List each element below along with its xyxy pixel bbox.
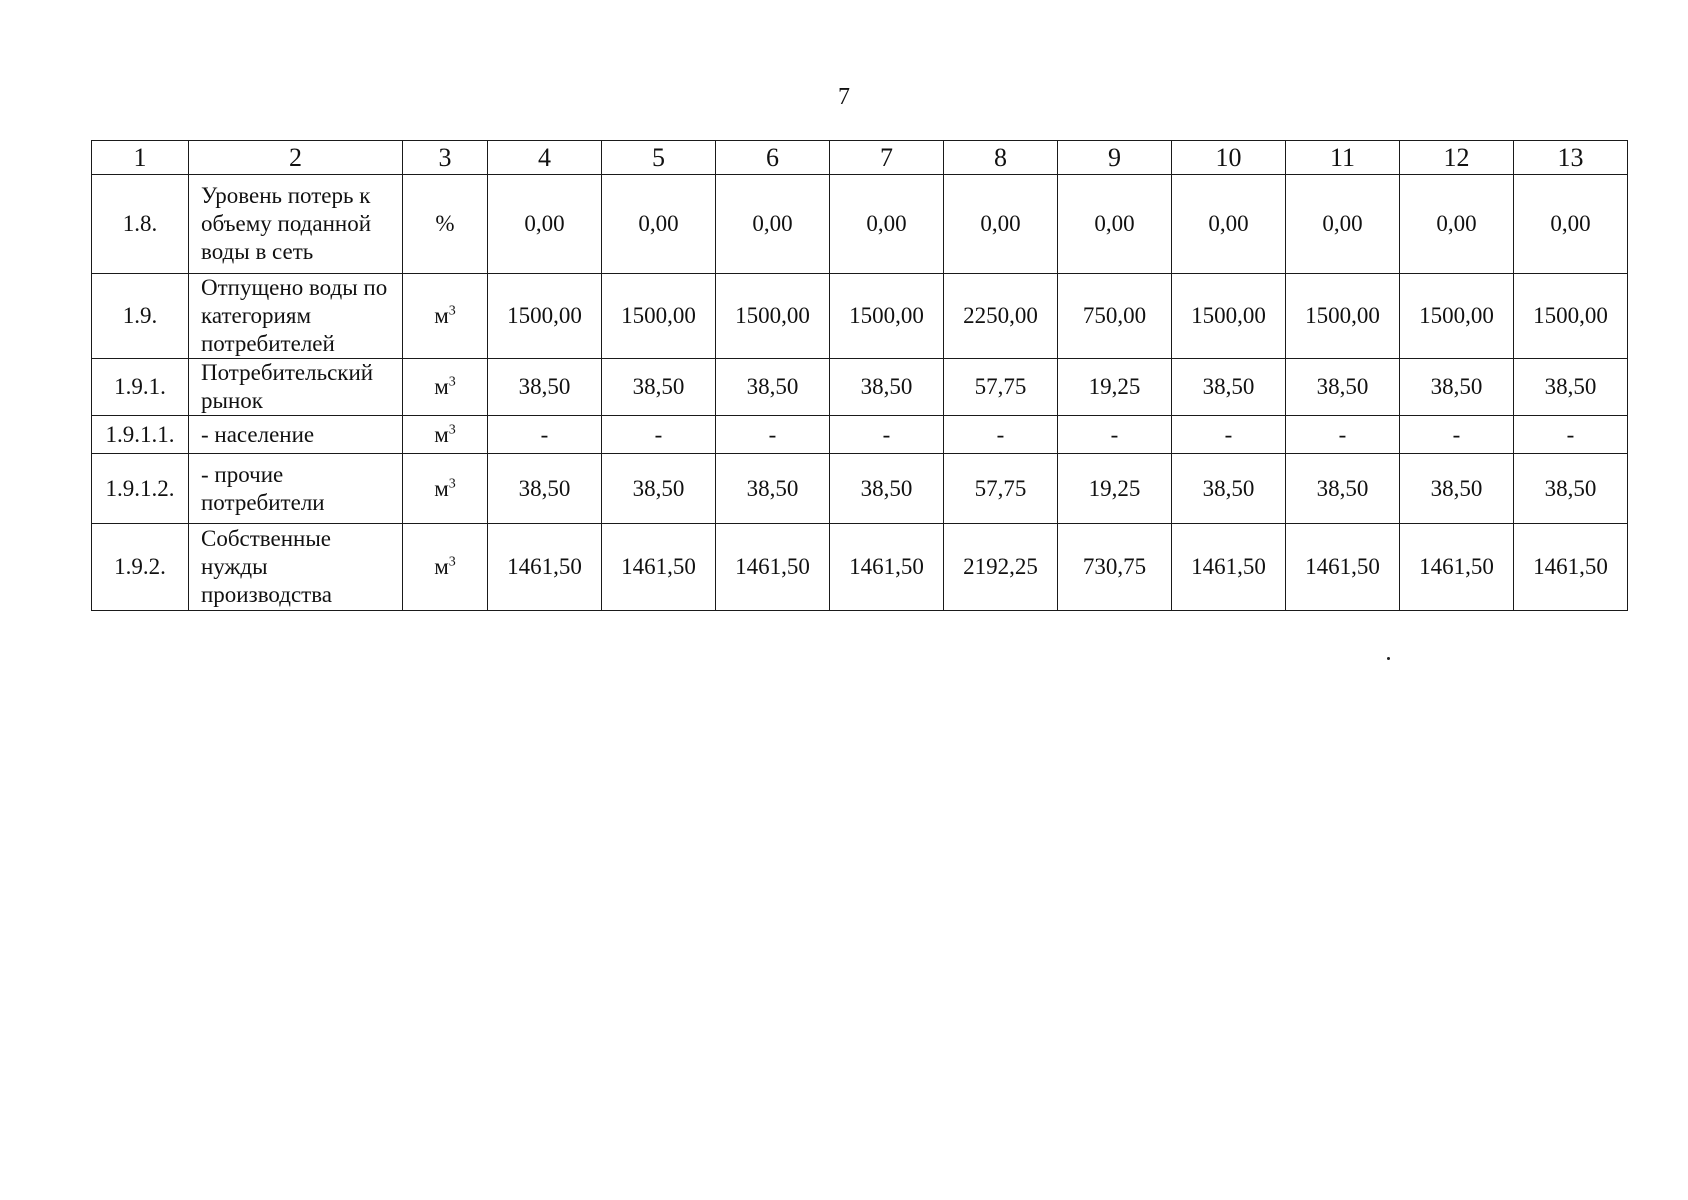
value-cell: 19,25 [1058, 454, 1172, 524]
header-cell: 3 [403, 141, 488, 175]
unit-superscript: 3 [448, 554, 456, 570]
header-cell: 11 [1286, 141, 1400, 175]
row-number: 1.8. [92, 175, 189, 274]
value-cell: 1500,00 [1514, 274, 1628, 359]
value-cell: 0,00 [1400, 175, 1514, 274]
value-cell: - [1286, 416, 1400, 454]
row-unit [403, 454, 488, 524]
value-cell: - [830, 416, 944, 454]
value-cell: 0,00 [1172, 175, 1286, 274]
value-cell: 38,50 [1514, 454, 1628, 524]
row-number: 1.9. [92, 274, 189, 359]
value-cell: - [1172, 416, 1286, 454]
unit-text: м [434, 475, 449, 501]
unit-text: % [435, 211, 455, 236]
row-unit [403, 416, 488, 454]
value-cell: 1461,50 [1514, 524, 1628, 611]
value-cell: 1500,00 [1286, 274, 1400, 359]
value-cell: 1461,50 [1286, 524, 1400, 611]
table-row [92, 359, 1628, 416]
row-number: 1.9.1.1. [92, 416, 189, 454]
value-cell: 38,50 [1172, 359, 1286, 416]
value-cell: 38,50 [1400, 454, 1514, 524]
value-cell: 1461,50 [1172, 524, 1286, 611]
value-cell: 1500,00 [602, 274, 716, 359]
value-cell: 38,50 [830, 359, 944, 416]
row-name: Уровень потерь к объему поданной воды в сеть [189, 175, 403, 274]
header-cell: 4 [488, 141, 602, 175]
value-cell: 1500,00 [1172, 274, 1286, 359]
value-cell: 38,50 [488, 359, 602, 416]
row-number: 1.9.2. [92, 524, 189, 611]
header-cell: 13 [1514, 141, 1628, 175]
unit-superscript: 3 [448, 303, 456, 319]
unit-text: м [434, 374, 449, 399]
value-cell: - [488, 416, 602, 454]
row-unit [403, 175, 488, 274]
header-cell: 7 [830, 141, 944, 175]
unit-superscript: 3 [448, 421, 456, 437]
row-name: - население [189, 416, 403, 454]
value-cell: 1461,50 [716, 524, 830, 611]
value-cell: 730,75 [1058, 524, 1172, 611]
value-cell: 2192,25 [944, 524, 1058, 611]
unit-text: м [434, 421, 449, 447]
value-cell: 0,00 [1514, 175, 1628, 274]
header-cell: 2 [189, 141, 403, 175]
value-cell: 0,00 [944, 175, 1058, 274]
value-cell: 750,00 [1058, 274, 1172, 359]
value-cell: 38,50 [1286, 359, 1400, 416]
table-row [92, 524, 1628, 611]
row-name: Отпущено воды по категориям потребителей [189, 274, 403, 359]
value-cell: 2250,00 [944, 274, 1058, 359]
row-name: Потребительский рынок [189, 359, 403, 416]
header-cell: 5 [602, 141, 716, 175]
value-cell: 1500,00 [488, 274, 602, 359]
table-row [92, 416, 1628, 454]
value-cell: 1500,00 [716, 274, 830, 359]
value-cell: 38,50 [488, 454, 602, 524]
table-row [92, 175, 1628, 274]
table-row [92, 274, 1628, 359]
value-cell: 38,50 [1514, 359, 1628, 416]
row-unit [403, 274, 488, 359]
value-cell: 0,00 [488, 175, 602, 274]
value-cell: 0,00 [716, 175, 830, 274]
value-cell: - [1400, 416, 1514, 454]
header-cell: 8 [944, 141, 1058, 175]
header-cell: 6 [716, 141, 830, 175]
unit-superscript: 3 [448, 374, 456, 390]
header-cell: 10 [1172, 141, 1286, 175]
unit-text: м [434, 554, 449, 579]
value-cell: 38,50 [1172, 454, 1286, 524]
value-cell: - [944, 416, 1058, 454]
header-cell: 12 [1400, 141, 1514, 175]
row-unit [403, 524, 488, 611]
row-unit [403, 359, 488, 416]
value-cell: 57,75 [944, 454, 1058, 524]
data-table [91, 140, 1628, 611]
value-cell: 1461,50 [602, 524, 716, 611]
value-cell: 1461,50 [488, 524, 602, 611]
value-cell: 57,75 [944, 359, 1058, 416]
page-number: 7 [838, 84, 850, 110]
value-cell: - [1058, 416, 1172, 454]
value-cell: 1461,50 [1400, 524, 1514, 611]
value-cell: 1500,00 [1400, 274, 1514, 359]
value-cell: - [602, 416, 716, 454]
value-cell: 19,25 [1058, 359, 1172, 416]
value-cell: - [716, 416, 830, 454]
header-cell: 9 [1058, 141, 1172, 175]
value-cell: 1500,00 [830, 274, 944, 359]
row-name: - прочие потребители [189, 454, 403, 524]
value-cell: 38,50 [602, 359, 716, 416]
value-cell: 38,50 [830, 454, 944, 524]
unit-text: м [434, 303, 449, 328]
value-cell: - [1514, 416, 1628, 454]
scan-speck [1387, 657, 1390, 660]
value-cell: 0,00 [602, 175, 716, 274]
value-cell: 0,00 [1286, 175, 1400, 274]
row-number: 1.9.1.2. [92, 454, 189, 524]
header-row [92, 141, 1628, 175]
value-cell: 1461,50 [830, 524, 944, 611]
value-cell: 0,00 [830, 175, 944, 274]
row-name: Собственные нужды производства [189, 524, 403, 611]
value-cell: 38,50 [1400, 359, 1514, 416]
value-cell: 38,50 [1286, 454, 1400, 524]
row-number: 1.9.1. [92, 359, 189, 416]
unit-superscript: 3 [448, 475, 456, 491]
value-cell: 0,00 [1058, 175, 1172, 274]
table-row [92, 454, 1628, 524]
value-cell: 38,50 [716, 454, 830, 524]
value-cell: 38,50 [716, 359, 830, 416]
value-cell: 38,50 [602, 454, 716, 524]
header-cell: 1 [92, 141, 189, 175]
